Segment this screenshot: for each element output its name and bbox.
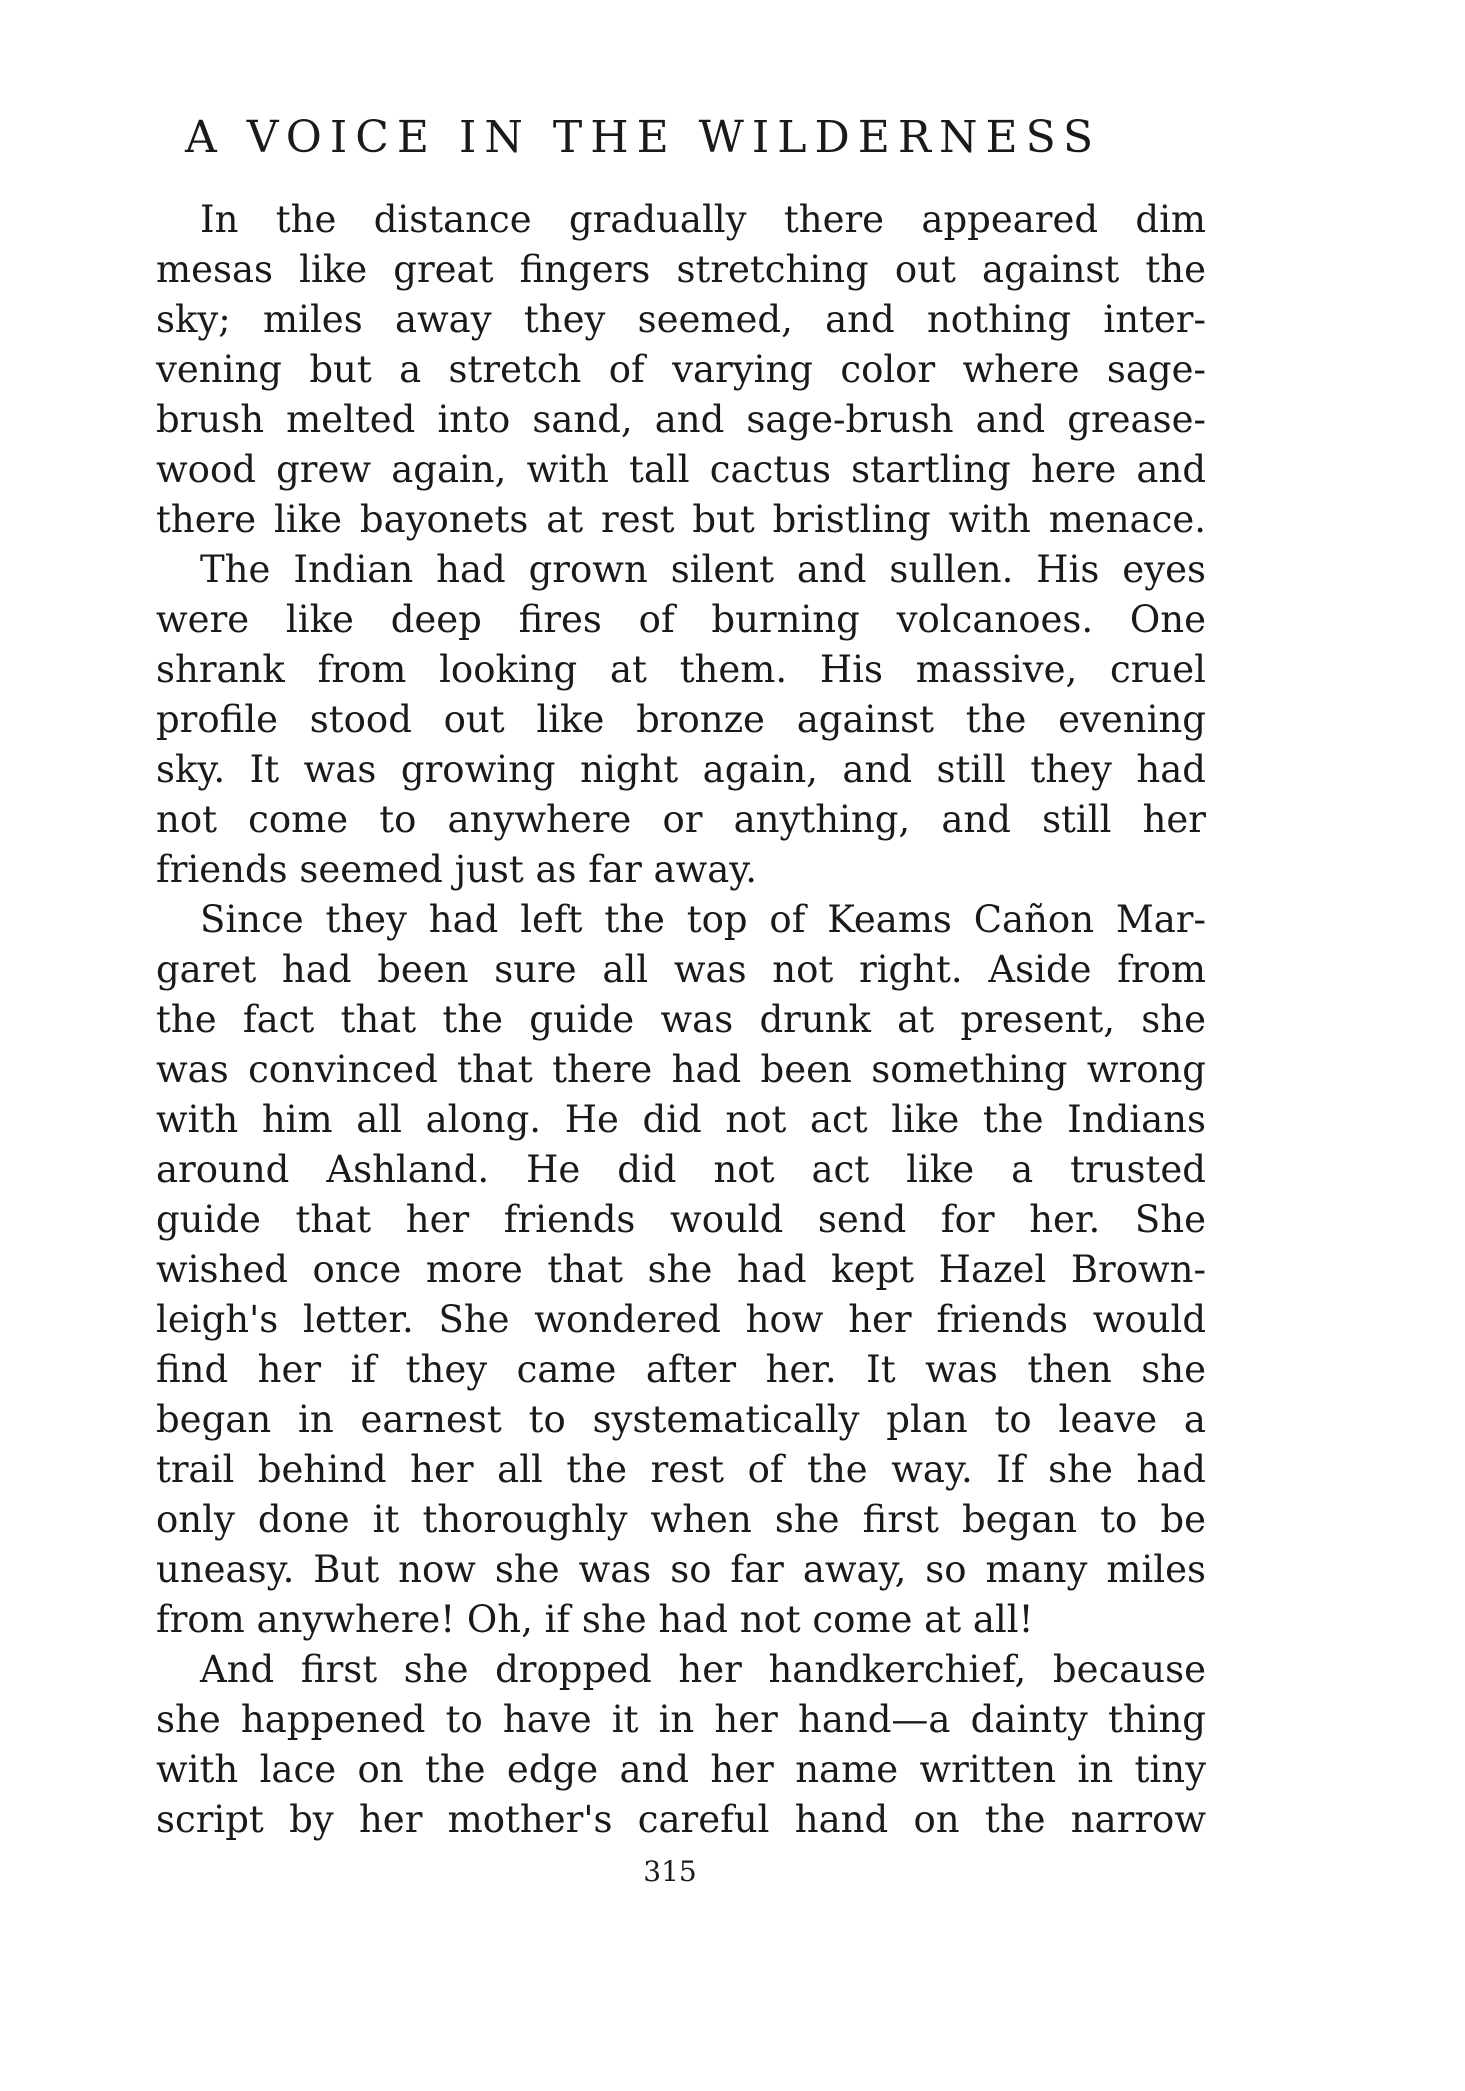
text-line: the fact that the guide was drunk at present, she [156,998,1206,1041]
text-line: wood grew again, with tall cactus startling here and [156,448,1206,491]
text-line: trail behind her all the rest of the way. If she had [156,1448,1206,1491]
text-line: with lace on the edge and her name written in tiny [156,1748,1206,1791]
page-number: 315 [643,1855,697,1888]
text-line: with him all along. He did not act like the Indians [156,1098,1206,1141]
text-line: script by her mother's careful hand on the narrow [156,1798,1206,1841]
text-line: there like bayonets at rest but bristling with menace. [156,498,1206,541]
text-line: leigh's letter. She wondered how her friends would [156,1298,1206,1341]
text-line: uneasy. But now she was so far away, so many miles [156,1548,1206,1591]
text-line: guide that her friends would send for her. She [156,1198,1206,1241]
text-line: friends seemed just as far away. [156,848,758,891]
text-line: garet had been sure all was not right. Aside from [156,948,1206,991]
text-line: vening but a stretch of varying color where sage- [156,348,1206,391]
text-line: mesas like great fingers stretching out against the [156,248,1206,291]
text-line: only done it thoroughly when she first began to be [156,1498,1206,1541]
text-line: sky; miles away they seemed, and nothing inter- [156,298,1206,341]
text-line: was convinced that there had been something wrong [156,1048,1206,1091]
text-line: In the distance gradually there appeared dim [200,198,1206,241]
running-head: A VOICE IN THE WILDERNESS [185,112,1102,163]
text-line: around Ashland. He did not act like a trusted [156,1148,1206,1191]
text-line: wished once more that she had kept Hazel Brown- [156,1248,1206,1291]
text-line: brush melted into sand, and sage-brush and grease- [156,398,1206,441]
text-line: began in earnest to systematically plan to leave a [156,1398,1206,1441]
text-line: sky. It was growing night again, and still they had [156,748,1206,791]
text-line: from anywhere! Oh, if she had not come at all! [156,1598,1034,1641]
text-line: And first she dropped her handkerchief, because [200,1648,1206,1691]
text-line: were like deep fires of burning volcanoes. One [156,598,1206,641]
text-line: not come to anywhere or anything, and still her [156,798,1206,841]
text-line: profile stood out like bronze against the evening [156,698,1206,741]
body-text [156,195,1206,1845]
text-line: shrank from looking at them. His massive, cruel [156,648,1206,691]
text-line: find her if they came after her. It was then she [156,1348,1206,1391]
text-line: she happened to have it in her hand—a dainty thing [156,1698,1206,1741]
text-line: Since they had left the top of Keams Cañon Mar- [200,898,1206,941]
text-line: The Indian had grown silent and sullen. His eyes [200,548,1206,591]
